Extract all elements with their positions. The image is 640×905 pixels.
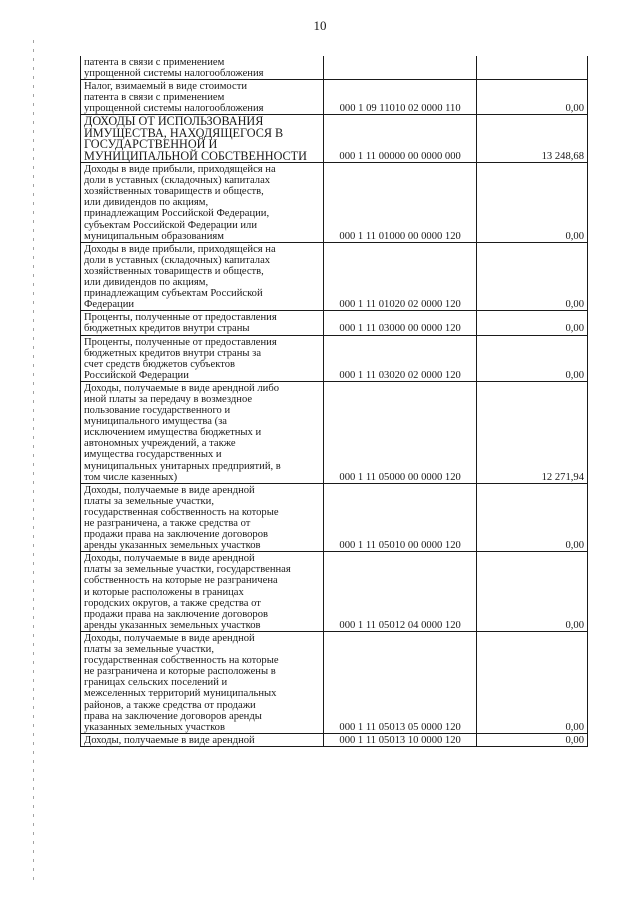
table-row: [81, 552, 588, 632]
revenue-name-cell: ДОХОДЫ ОТ ИСПОЛЬЗОВАНИЯ ИМУЩЕСТВА, НАХОДЯЩЕГОСЯ В ГОСУДАРСТВЕННОЙ И МУНИЦИПАЛЬНОЙ СОБСТВЕННОСТИ: [81, 115, 324, 163]
amount-cell: 0,00: [476, 631, 587, 733]
revenue-name-cell: Доходы, получаемые в виде арендной платы за земельные участки, государственная собственность на которые не разграничена, а также средства от продажи права на заключение договоров аренды указанных земельных участков: [81, 483, 324, 552]
page-number: 10: [313, 18, 327, 33]
revenue-name-cell: Доходы, получаемые в виде арендной платы за земельные участки, государственная собственность на которые не разграничена и которые расположены в границах сельских поселений и межселенных территорий муниципальных районов, а также средства от продажи права на заключение договоров аренды указанных земельных участков: [81, 631, 324, 733]
table-row: [81, 115, 588, 163]
amount-cell: 0,00: [476, 163, 587, 243]
revenue-name-cell: Доходы, получаемые в виде арендной платы за земельные участки, государственная собственность на которые не разграничена и которые расположены в границах городских округов, а также средства от продажи права на заключение договоров аренды указанных земельных участков: [81, 552, 324, 632]
budget-code-cell: 000 1 11 05012 04 0000 120: [324, 552, 476, 632]
budget-code-cell: 000 1 11 01020 02 0000 120: [324, 242, 476, 311]
budget-code-cell: [324, 56, 476, 80]
amount-cell: 0,00: [476, 483, 587, 552]
table-row: [81, 80, 588, 115]
budget-code-cell: 000 1 11 03020 02 0000 120: [324, 335, 476, 381]
revenue-name-cell: Проценты, полученные от предоставления бюджетных кредитов внутри страны: [81, 311, 324, 335]
budget-code-cell: 000 1 11 03000 00 0000 120: [324, 311, 476, 335]
amount-cell: 0,00: [476, 552, 587, 632]
budget-code-cell: 000 1 11 05010 00 0000 120: [324, 483, 476, 552]
amount-cell: [476, 56, 587, 80]
revenue-name-cell: Налог, взимаемый в виде стоимости патента в связи с применением упрощенной системы налогообложения: [81, 80, 324, 115]
table-row: [81, 483, 588, 552]
table-row: [81, 335, 588, 381]
budget-code-cell: 000 1 09 11010 02 0000 110: [324, 80, 476, 115]
budget-code-cell: 000 1 11 05013 05 0000 120: [324, 631, 476, 733]
amount-cell: 0,00: [476, 242, 587, 311]
revenue-name-cell: Доходы, получаемые в виде арендной: [81, 733, 324, 746]
amount-cell: 12 271,94: [476, 381, 587, 483]
table-row: [81, 311, 588, 335]
revenue-table: [80, 56, 588, 747]
revenue-table-body: [81, 56, 588, 746]
amount-cell: 0,00: [476, 311, 587, 335]
amount-cell: 13 248,68: [476, 115, 587, 163]
budget-code-cell: 000 1 11 00000 00 0000 000: [324, 115, 476, 163]
amount-cell: 0,00: [476, 335, 587, 381]
budget-code-cell: 000 1 11 05013 10 0000 120: [324, 733, 476, 746]
table-row: [81, 733, 588, 746]
revenue-name-cell: Доходы в виде прибыли, приходящейся на доли в уставных (складочных) капиталах хозяйственных товариществ и обществ, или дивидендов по акциям, принадлежащим субъектам Российской Федерации: [81, 242, 324, 311]
table-row: [81, 381, 588, 483]
revenue-name-cell: Доходы в виде прибыли, приходящейся на доли в уставных (складочных) капиталах хозяйственных товариществ и обществ, или дивидендов по акциям, принадлежащим Российской Федерации, субъектам Российской Федерации или муниципальным образованиям: [81, 163, 324, 243]
budget-code-cell: 000 1 11 05000 00 0000 120: [324, 381, 476, 483]
amount-cell: 0,00: [476, 80, 587, 115]
budget-code-cell: 000 1 11 01000 00 0000 120: [324, 163, 476, 243]
revenue-name-cell: Доходы, получаемые в виде арендной либо иной платы за передачу в возмездное пользование государственного и муниципального имущества (за исключением имущества бюджетных и автономных учреждений, а также имущества государственных и муниципальных унитарных предприятий, в том числе казенных): [81, 381, 324, 483]
revenue-name-cell: патента в связи с применением упрощенной системы налогообложения: [81, 56, 324, 80]
amount-cell: 0,00: [476, 733, 587, 746]
table-row: [81, 56, 588, 80]
revenue-name-cell: Проценты, полученные от предоставления бюджетных кредитов внутри страны за счет средств бюджетов субъектов Российской Федерации: [81, 335, 324, 381]
table-row: [81, 631, 588, 733]
table-row: [81, 242, 588, 311]
binding-edge-mark: [33, 40, 34, 880]
table-row: [81, 163, 588, 243]
